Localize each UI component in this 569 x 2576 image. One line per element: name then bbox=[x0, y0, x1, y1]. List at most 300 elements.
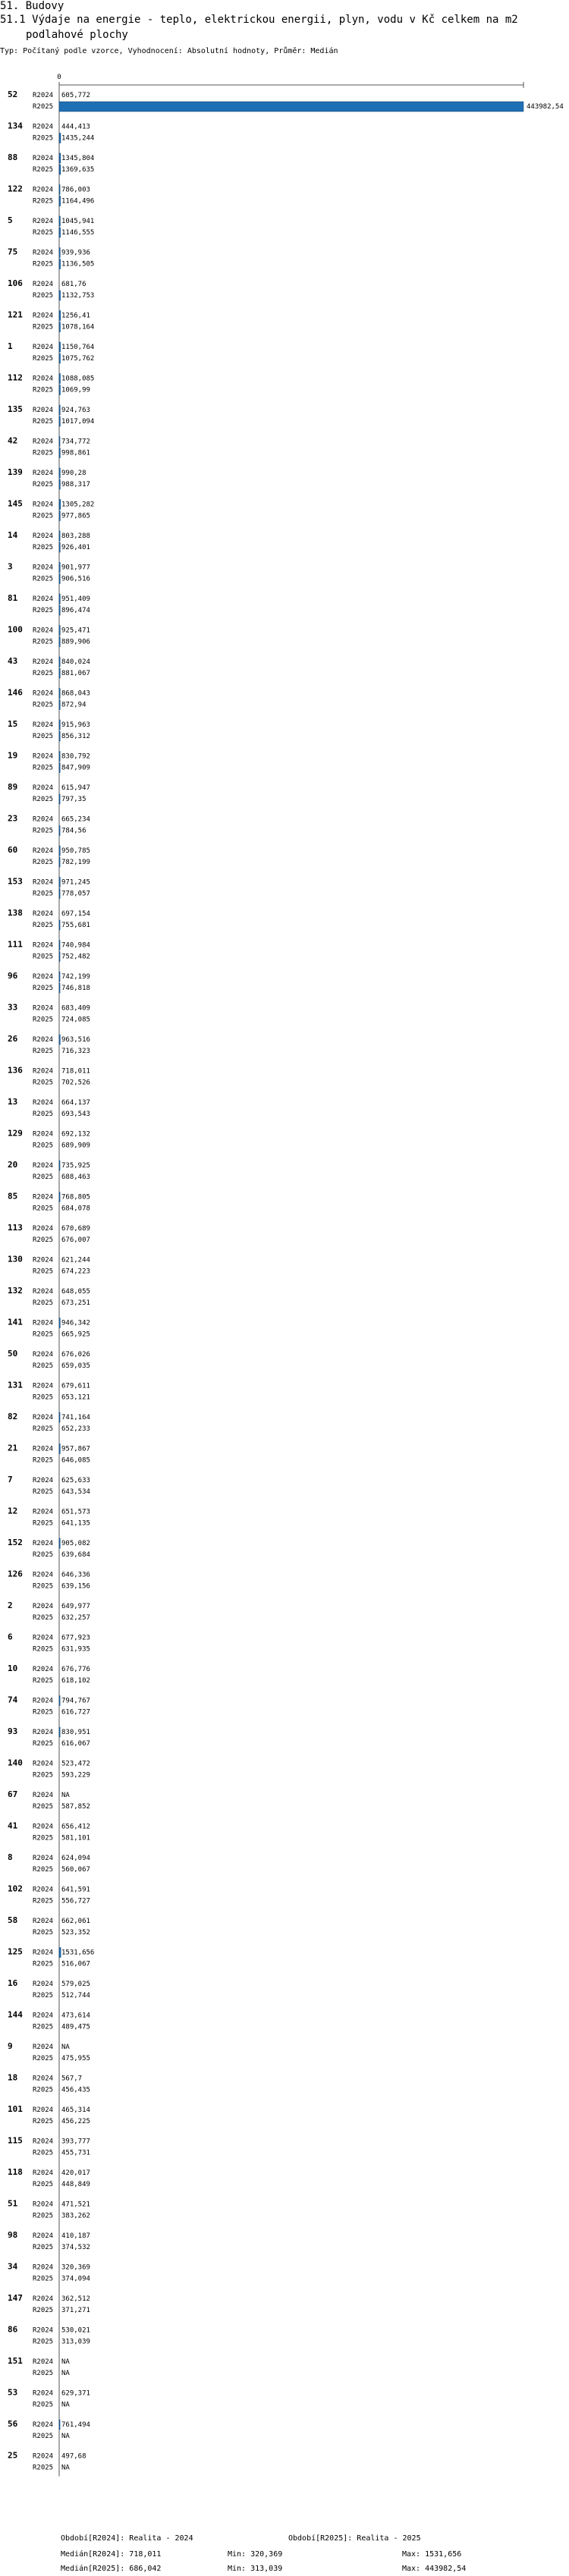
series-label: R2025 bbox=[33, 1740, 54, 1748]
bar bbox=[59, 342, 61, 352]
data-label: 512,744 bbox=[61, 1992, 90, 2000]
group-label: 42 bbox=[8, 435, 18, 446]
series-label: R2025 bbox=[33, 260, 54, 269]
group-label: 43 bbox=[8, 656, 18, 666]
series-label: R2024 bbox=[33, 1949, 54, 1957]
series-label: R2024 bbox=[33, 312, 54, 320]
series-label: R2025 bbox=[33, 890, 54, 898]
data-label: 556,727 bbox=[61, 1897, 90, 1905]
series-label: R2025 bbox=[33, 638, 54, 646]
bar bbox=[59, 248, 60, 258]
series-label: R2025 bbox=[33, 1048, 54, 1055]
bar bbox=[59, 563, 60, 573]
data-label: 905,082 bbox=[61, 1540, 90, 1547]
series-label: R2025 bbox=[33, 355, 54, 363]
group-label: 60 bbox=[8, 845, 18, 855]
data-label: 830,792 bbox=[61, 752, 90, 761]
bar bbox=[59, 846, 60, 856]
data-label: 856,312 bbox=[61, 733, 90, 740]
bar bbox=[59, 448, 60, 458]
chart-title: 51.1 Výdaje na energie - teplo, elektrickou energii, plyn, vodu v Kč celkem na m2 bbox=[0, 14, 518, 26]
bar bbox=[59, 574, 60, 584]
group-label: 132 bbox=[8, 1286, 23, 1296]
series-label: R2025 bbox=[33, 922, 54, 929]
data-label: 605,772 bbox=[61, 92, 90, 99]
data-label: 990,28 bbox=[61, 470, 86, 477]
bar bbox=[59, 1035, 60, 1045]
series-label: R2025 bbox=[33, 859, 54, 866]
group-label: 96 bbox=[8, 971, 18, 981]
series-label: R2024 bbox=[33, 186, 54, 194]
data-label: 957,867 bbox=[61, 1445, 90, 1453]
data-label: 410,187 bbox=[61, 2232, 90, 2240]
data-label: 1075,762 bbox=[61, 355, 95, 363]
data-label: 652,233 bbox=[61, 1425, 90, 1433]
bar bbox=[59, 216, 60, 226]
group-label: 81 bbox=[8, 593, 18, 603]
group-label: 106 bbox=[8, 278, 23, 288]
bar bbox=[59, 165, 61, 174]
min-r2025: Min: 313,039 bbox=[228, 2565, 283, 2573]
bar bbox=[59, 920, 60, 930]
group-label: 13 bbox=[8, 1097, 18, 1107]
data-label: 1146,555 bbox=[61, 229, 95, 237]
series-label: R2025 bbox=[33, 1771, 54, 1780]
series-label: R2024 bbox=[33, 595, 54, 603]
data-label: 906,516 bbox=[61, 575, 90, 583]
data-label: 1305,282 bbox=[61, 501, 95, 509]
max-r2024: Max: 1531,656 bbox=[402, 2550, 462, 2559]
data-label: 420,017 bbox=[61, 2169, 90, 2177]
data-label: 901,977 bbox=[61, 564, 90, 572]
group-label: 51 bbox=[8, 2198, 18, 2209]
series-label: R2025 bbox=[33, 1960, 54, 1968]
series-label: R2025 bbox=[33, 544, 54, 551]
bar bbox=[59, 689, 60, 699]
series-label: R2024 bbox=[33, 1823, 54, 1831]
data-label: 393,777 bbox=[61, 2138, 90, 2146]
data-label: 868,043 bbox=[61, 690, 90, 698]
data-label: 475,955 bbox=[61, 2055, 90, 2062]
series-label: R2025 bbox=[33, 2244, 54, 2251]
series-label: R2024 bbox=[33, 1697, 54, 1705]
series-label: R2024 bbox=[33, 1571, 54, 1579]
data-label: 615,947 bbox=[61, 784, 90, 792]
bar bbox=[59, 259, 61, 269]
series-label: R2024 bbox=[33, 2044, 54, 2051]
series-label: R2024 bbox=[33, 2201, 54, 2209]
series-label: R2025 bbox=[33, 386, 54, 394]
series-label: R2024 bbox=[33, 2012, 54, 2020]
series-label: R2024 bbox=[33, 123, 54, 131]
group-label: 8 bbox=[8, 1852, 13, 1862]
series-label: R2025 bbox=[33, 134, 54, 143]
series-label: R2024 bbox=[33, 2232, 54, 2240]
series-label: R2024 bbox=[33, 1225, 54, 1233]
bar bbox=[59, 500, 61, 510]
group-label: 26 bbox=[8, 1034, 18, 1044]
series-label: R2025 bbox=[33, 1330, 54, 1339]
group-label: 112 bbox=[8, 372, 23, 383]
data-label: 896,474 bbox=[61, 607, 90, 614]
data-label: 768,805 bbox=[61, 1193, 90, 1202]
series-label: R2024 bbox=[33, 1130, 54, 1139]
bar bbox=[59, 153, 61, 163]
series-label: R2025 bbox=[33, 229, 54, 237]
series-label: R2025 bbox=[33, 1677, 54, 1685]
data-label: 1069,99 bbox=[61, 386, 90, 394]
data-label: 631,935 bbox=[61, 1645, 90, 1654]
bar bbox=[59, 374, 60, 384]
data-label: NA bbox=[61, 2433, 70, 2440]
data-label: NA bbox=[61, 2358, 70, 2366]
series-label: R2024 bbox=[33, 92, 54, 99]
series-label: R2024 bbox=[33, 2138, 54, 2146]
series-label: R2024 bbox=[33, 564, 54, 572]
group-label: 10 bbox=[8, 1663, 18, 1673]
series-label: R2024 bbox=[33, 1508, 54, 1516]
data-label: 641,135 bbox=[61, 1519, 90, 1528]
bar bbox=[59, 542, 60, 552]
bar bbox=[59, 731, 60, 741]
series-label: R2024 bbox=[33, 1760, 54, 1768]
group-label: 41 bbox=[8, 1820, 18, 1831]
series-label: R2025 bbox=[33, 1111, 54, 1118]
group-label: 122 bbox=[8, 184, 23, 194]
bar bbox=[59, 1444, 60, 1454]
data-label: NA bbox=[61, 1792, 70, 1799]
group-label: 140 bbox=[8, 1758, 23, 1768]
bar bbox=[59, 228, 61, 237]
data-label: 673,251 bbox=[61, 1299, 90, 1307]
series-label: R2024 bbox=[33, 2326, 54, 2335]
chart-title-continued: podlahové plochy bbox=[26, 29, 128, 41]
series-label: R2025 bbox=[33, 764, 54, 772]
series-label: R2024 bbox=[33, 1351, 54, 1359]
bar bbox=[59, 353, 60, 363]
data-label: 530,021 bbox=[61, 2326, 90, 2335]
data-label: 593,229 bbox=[61, 1771, 90, 1780]
series-label: R2024 bbox=[33, 281, 54, 288]
series-label: R2025 bbox=[33, 418, 54, 426]
series-label: R2025 bbox=[33, 670, 54, 677]
data-label: 677,923 bbox=[61, 1634, 90, 1642]
bar bbox=[59, 479, 60, 489]
data-label: 659,035 bbox=[61, 1362, 90, 1370]
series-label: R2024 bbox=[33, 1036, 54, 1044]
data-label: 616,727 bbox=[61, 1708, 90, 1717]
bar bbox=[59, 637, 60, 647]
data-label: 794,767 bbox=[61, 1697, 90, 1705]
series-label: R2025 bbox=[33, 701, 54, 709]
group-label: 52 bbox=[8, 90, 18, 99]
series-label: R2024 bbox=[33, 910, 54, 918]
bar bbox=[59, 972, 60, 982]
series-label: R2024 bbox=[33, 1256, 54, 1264]
group-label: 56 bbox=[8, 2419, 18, 2429]
group-label: 111 bbox=[8, 939, 23, 950]
data-label: 639,156 bbox=[61, 1582, 90, 1591]
bar bbox=[59, 857, 60, 867]
series-label: R2024 bbox=[33, 690, 54, 698]
group-label: 93 bbox=[8, 1726, 18, 1736]
data-label: 988,317 bbox=[61, 481, 90, 488]
series-label: R2024 bbox=[33, 375, 54, 383]
data-label: 632,257 bbox=[61, 1614, 90, 1622]
group-label: 5 bbox=[8, 215, 13, 225]
data-label: 646,336 bbox=[61, 1571, 90, 1579]
group-label: 151 bbox=[8, 2356, 23, 2366]
series-label: R2025 bbox=[33, 2149, 54, 2157]
series-label: R2025 bbox=[33, 2023, 54, 2031]
series-label: R2024 bbox=[33, 438, 54, 446]
group-label: 129 bbox=[8, 1128, 23, 1139]
series-label: R2025 bbox=[33, 1551, 54, 1559]
group-label: 131 bbox=[8, 1380, 23, 1390]
data-label: 971,245 bbox=[61, 878, 90, 887]
group-label: 147 bbox=[8, 2293, 23, 2303]
series-label: R2024 bbox=[33, 1634, 54, 1642]
bar bbox=[59, 1192, 60, 1202]
group-label: 135 bbox=[8, 404, 23, 414]
data-label: 840,024 bbox=[61, 658, 90, 666]
data-label: 371,271 bbox=[61, 2307, 90, 2314]
data-label: 784,56 bbox=[61, 827, 86, 835]
data-label: 998,861 bbox=[61, 449, 90, 457]
data-label: 497,68 bbox=[61, 2452, 86, 2461]
series-label: R2025 bbox=[33, 575, 54, 583]
series-label: R2025 bbox=[33, 1708, 54, 1717]
data-label: 1150,764 bbox=[61, 344, 95, 351]
series-label: R2025 bbox=[33, 1519, 54, 1528]
data-label: 629,371 bbox=[61, 2389, 90, 2398]
data-label: 443982,54 bbox=[527, 103, 564, 111]
series-label: R2024 bbox=[33, 1162, 54, 1170]
data-label: 786,003 bbox=[61, 186, 90, 194]
bar bbox=[59, 763, 60, 773]
series-label: R2024 bbox=[33, 2452, 54, 2461]
bar bbox=[59, 2420, 60, 2430]
data-label: 618,102 bbox=[61, 1677, 90, 1685]
series-label: R2024 bbox=[33, 941, 54, 950]
data-label: 746,818 bbox=[61, 985, 90, 992]
series-label: R2024 bbox=[33, 2263, 54, 2272]
series-label: R2024 bbox=[33, 1193, 54, 1202]
series-label: R2025 bbox=[33, 2370, 54, 2377]
bar bbox=[59, 405, 60, 415]
bar bbox=[59, 794, 60, 804]
data-label: 616,067 bbox=[61, 1740, 90, 1748]
group-label: 144 bbox=[8, 2009, 23, 2020]
series-label: R2025 bbox=[33, 733, 54, 740]
bar bbox=[59, 291, 61, 300]
data-label: 925,471 bbox=[61, 627, 90, 635]
data-label: 625,633 bbox=[61, 1477, 90, 1484]
data-label: 963,516 bbox=[61, 1036, 90, 1044]
data-label: 683,409 bbox=[61, 1004, 90, 1013]
data-label: 692,132 bbox=[61, 1130, 90, 1139]
series-label: R2025 bbox=[33, 449, 54, 457]
group-label: 86 bbox=[8, 2324, 18, 2335]
data-label: 1369,635 bbox=[61, 166, 95, 174]
data-label: 448,849 bbox=[61, 2181, 90, 2188]
series-label: R2025 bbox=[33, 1362, 54, 1370]
bar bbox=[59, 511, 60, 521]
data-label: 662,061 bbox=[61, 1918, 90, 1925]
bar bbox=[59, 385, 60, 395]
group-label: 82 bbox=[8, 1412, 18, 1422]
series-label: R2025 bbox=[33, 197, 54, 206]
data-label: NA bbox=[61, 2370, 70, 2377]
data-label: 523,472 bbox=[61, 1760, 90, 1768]
median-r2025: Medián[R2025]: 686,042 bbox=[61, 2565, 162, 2573]
data-label: 648,055 bbox=[61, 1288, 90, 1296]
bar bbox=[59, 605, 60, 615]
series-label: R2025 bbox=[33, 2275, 54, 2283]
series-label: R2024 bbox=[33, 752, 54, 761]
series-label: R2025 bbox=[33, 1992, 54, 2000]
series-label: R2025 bbox=[33, 1645, 54, 1654]
group-label: 18 bbox=[8, 2072, 18, 2083]
series-label: R2025 bbox=[33, 2338, 54, 2346]
series-label: R2025 bbox=[33, 1236, 54, 1244]
data-label: 560,067 bbox=[61, 1866, 90, 1874]
data-label: 693,543 bbox=[61, 1111, 90, 1118]
series-label: R2025 bbox=[33, 953, 54, 961]
bar bbox=[59, 952, 60, 962]
data-label: 567,7 bbox=[61, 2075, 83, 2083]
data-label: 1256,41 bbox=[61, 312, 90, 320]
series-label: R2025 bbox=[33, 1834, 54, 1842]
data-label: 1078,164 bbox=[61, 323, 95, 331]
data-label: 624,094 bbox=[61, 1855, 90, 1862]
series-label: R2025 bbox=[33, 481, 54, 488]
series-label: R2024 bbox=[33, 1414, 54, 1422]
series-label: R2025 bbox=[33, 827, 54, 835]
data-label: 684,078 bbox=[61, 1205, 90, 1213]
group-label: 16 bbox=[8, 1978, 18, 1988]
series-label: R2024 bbox=[33, 627, 54, 635]
group-label: 136 bbox=[8, 1065, 23, 1076]
data-label: 653,121 bbox=[61, 1393, 90, 1402]
bar bbox=[59, 1412, 60, 1422]
group-label: 101 bbox=[8, 2104, 23, 2114]
data-label: 926,401 bbox=[61, 544, 90, 551]
series-label: R2025 bbox=[33, 1079, 54, 1087]
data-label: 889,906 bbox=[61, 638, 90, 646]
bar bbox=[59, 102, 523, 112]
series-label: R2024 bbox=[33, 2075, 54, 2083]
data-label: 581,101 bbox=[61, 1834, 90, 1842]
data-label: 646,085 bbox=[61, 1456, 90, 1465]
series-label: R2024 bbox=[33, 1666, 54, 1673]
bar bbox=[59, 1948, 61, 1958]
data-label: 643,534 bbox=[61, 1488, 90, 1496]
series-label: R2025 bbox=[33, 1425, 54, 1433]
series-label: R2024 bbox=[33, 249, 54, 257]
series-label: R2024 bbox=[33, 973, 54, 981]
bar bbox=[59, 657, 60, 667]
series-label: R2025 bbox=[33, 1456, 54, 1465]
data-label: 374,094 bbox=[61, 2275, 90, 2283]
data-label: 641,591 bbox=[61, 1886, 90, 1894]
series-label: R2025 bbox=[33, 1929, 54, 1937]
data-label: 320,369 bbox=[61, 2263, 90, 2272]
group-label: 115 bbox=[8, 2135, 23, 2146]
group-label: 21 bbox=[8, 1443, 18, 1453]
bar bbox=[59, 826, 60, 836]
series-label: R2024 bbox=[33, 344, 54, 351]
series-label: R2024 bbox=[33, 1477, 54, 1484]
group-label: 89 bbox=[8, 782, 18, 792]
group-label: 25 bbox=[8, 2450, 18, 2461]
bar bbox=[59, 941, 60, 950]
group-label: 34 bbox=[8, 2261, 18, 2272]
group-label: 67 bbox=[8, 1789, 18, 1799]
data-label: 1531,656 bbox=[61, 1949, 95, 1957]
bar bbox=[59, 983, 60, 993]
data-label: 455,731 bbox=[61, 2149, 90, 2157]
data-label: 1345,804 bbox=[61, 155, 95, 162]
data-label: 803,288 bbox=[61, 532, 90, 540]
group-label: 100 bbox=[8, 624, 23, 635]
group-label: 23 bbox=[8, 813, 18, 824]
data-label: 374,532 bbox=[61, 2244, 90, 2251]
data-label: 1045,941 bbox=[61, 218, 95, 225]
group-label: 9 bbox=[8, 2041, 13, 2051]
bar bbox=[59, 311, 61, 321]
series-label: R2024 bbox=[33, 470, 54, 477]
series-label: R2024 bbox=[33, 1067, 54, 1076]
data-label: 674,223 bbox=[61, 1268, 90, 1276]
series-label: R2025 bbox=[33, 2464, 54, 2472]
series-label: R2024 bbox=[33, 2358, 54, 2366]
median-r2024: Medián[R2024]: 718,011 bbox=[61, 2550, 162, 2559]
data-label: NA bbox=[61, 2464, 70, 2472]
group-label: 12 bbox=[8, 1506, 18, 1516]
group-label: 138 bbox=[8, 908, 23, 918]
data-label: 741,164 bbox=[61, 1414, 90, 1422]
group-label: 53 bbox=[8, 2387, 18, 2398]
group-label: 145 bbox=[8, 498, 23, 509]
data-label: 915,963 bbox=[61, 721, 90, 729]
group-label: 98 bbox=[8, 2230, 18, 2240]
group-label: 152 bbox=[8, 1538, 23, 1547]
data-label: 383,262 bbox=[61, 2212, 90, 2220]
group-label: 1 bbox=[8, 341, 13, 351]
group-label: 130 bbox=[8, 1254, 23, 1264]
data-label: 1017,094 bbox=[61, 418, 95, 426]
data-label: 689,909 bbox=[61, 1142, 90, 1150]
group-label: 85 bbox=[8, 1191, 18, 1202]
data-label: 587,852 bbox=[61, 1803, 90, 1811]
series-label: R2025 bbox=[33, 2433, 54, 2440]
bar bbox=[59, 668, 60, 678]
data-label: 702,526 bbox=[61, 1079, 90, 1087]
group-label: 50 bbox=[8, 1349, 18, 1359]
series-label: R2025 bbox=[33, 2086, 54, 2094]
max-r2025: Max: 443982,54 bbox=[402, 2565, 467, 2573]
data-label: 939,936 bbox=[61, 249, 90, 257]
series-label: R2024 bbox=[33, 2169, 54, 2177]
series-label: R2025 bbox=[33, 1393, 54, 1402]
data-label: 782,199 bbox=[61, 859, 90, 866]
series-label: R2024 bbox=[33, 847, 54, 855]
group-label: 3 bbox=[8, 561, 13, 572]
data-label: 718,011 bbox=[61, 1067, 90, 1076]
group-label: 102 bbox=[8, 1883, 23, 1894]
series-label: R2024 bbox=[33, 815, 54, 824]
